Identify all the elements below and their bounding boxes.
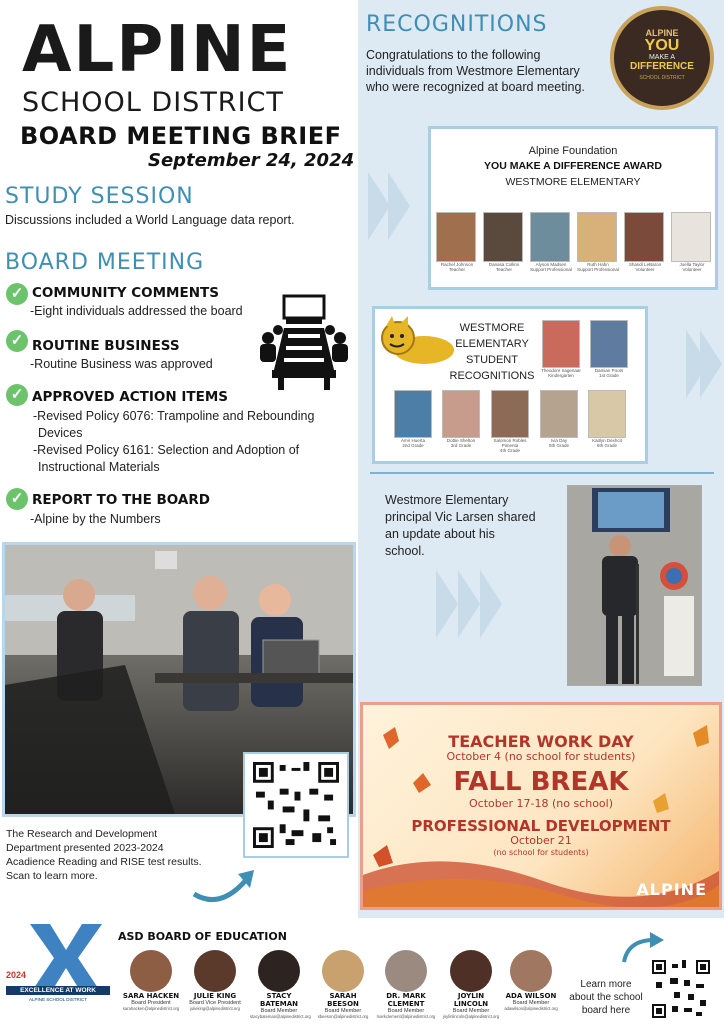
board-meeting-heading: BOARD MEETING <box>5 250 205 275</box>
research-caption: The Research and Development Department presented 2023-2024 Acadience Reading and RISE test results. Scan to learn more. <box>6 828 202 882</box>
check-icon: ✓ <box>6 283 28 305</box>
board-member: SARAH BEESON Board Member sbeeson@alpinedistrict.org <box>314 950 372 1019</box>
person-card: Alyson Madsen Support Professional <box>530 212 572 272</box>
community-comments-title: COMMUNITY COMMENTS <box>32 285 219 301</box>
approved-action-line: Instructional Materials <box>38 460 160 474</box>
approved-action-title: APPROVED ACTION ITEMS <box>32 389 228 405</box>
teacher-work-day-title: TEACHER WORK DAY <box>448 732 634 751</box>
professional-development-title: PROFESSIONAL DEVELOPMENT <box>411 817 671 835</box>
divider <box>370 472 714 474</box>
learn-more-text: Learn more about the school board here <box>569 979 643 1016</box>
chevron-decoration <box>480 570 502 638</box>
report-text: -Alpine by the Numbers <box>30 512 161 526</box>
alpine-logo-small: ALPINE <box>636 880 707 899</box>
check-icon: ✓ <box>6 488 28 510</box>
wildcat-mascot-icon <box>378 316 458 370</box>
student-recognition-title: WESTMORE ELEMENTARY STUDENT RECOGNITIONS <box>449 322 535 382</box>
person-card: Ruth Hahn Support Professional <box>577 212 619 272</box>
study-session-text: Discussions included a World Language data report. <box>5 213 295 227</box>
report-title: REPORT TO THE BOARD <box>32 492 210 508</box>
principal-photo <box>567 485 702 686</box>
fall-break-title: FALL BREAK <box>453 767 629 797</box>
logo-sub: SCHOOL DISTRICT <box>22 87 284 118</box>
student-card: Dottie Shelton 3rd Grade <box>438 390 484 448</box>
professional-development-date: October 21 <box>510 834 572 847</box>
fall-break-card <box>360 702 722 910</box>
board-member: ADA WILSON Board Member adawilson@alpinedistrict.org <box>502 950 560 1011</box>
fall-break-date: October 17-18 (no school) <box>468 797 614 810</box>
recognitions-intro: Congratulations to the following individuals from Westmore Elementary who were recognized at board meeting. <box>366 48 585 94</box>
board-meeting-icon <box>256 294 352 394</box>
check-icon: ✓ <box>6 384 28 406</box>
chevron-decoration <box>388 172 410 240</box>
approved-action-line: -Revised Policy 6161: Selection and Adoption of <box>33 443 300 457</box>
board-member: SARA HACKEN Board President sarahacken@alpinedistrict.org <box>122 950 180 1011</box>
student-card: Kaitlyn Dexhcit 6th Grade <box>584 390 630 448</box>
student-card: Salomon Robles Pimenta 4th Grade <box>486 390 534 453</box>
excellence-badge: 2024 EXCELLENCE AT WORK ALPINE SCHOOL DISTRICT <box>6 924 110 1016</box>
student-card: Theodore Iragenaar Kindergarten <box>538 320 584 378</box>
award-people-row <box>436 212 716 282</box>
student-card: Ivia Day 5th Grade <box>536 390 582 448</box>
board-member: JULIE KING Board Vice President julieking@alpinedistrict.org <box>186 950 244 1011</box>
routine-business-title: ROUTINE BUSINESS <box>32 338 180 354</box>
person-card: Shandi LeBaron Volunteer <box>624 212 666 272</box>
approved-action-line: -Revised Policy 6076: Trampoline and Rebounding <box>33 409 315 423</box>
board-member: JOYLIN LINCOLN Board Member joylinlincoln@alpinedistrict.org <box>440 950 502 1019</box>
recognitions-heading: RECOGNITIONS <box>366 12 548 37</box>
professional-development-note: (no school for students) <box>493 848 589 857</box>
page-title: BOARD MEETING BRIEF <box>20 122 342 150</box>
person-card: Joella Taylor Volunteer <box>671 212 713 272</box>
person-card: Rachel Johnson Teacher <box>436 212 478 272</box>
check-icon: ✓ <box>6 330 28 352</box>
study-session-heading: STUDY SESSION <box>5 184 194 209</box>
person-card: Danasa Collins Teacher <box>483 212 525 272</box>
curved-arrow-icon <box>190 866 260 906</box>
principal-caption: Westmore Elementary principal Vic Larsen shared an update about his school. <box>385 493 536 558</box>
approved-action-line: Devices <box>38 426 83 440</box>
routine-business-text: -Routine Business was approved <box>30 357 213 371</box>
chevron-decoration <box>436 570 458 638</box>
award-card: Alpine Foundation YOU MAKE A DIFFERENCE AWARD WESTMORE ELEMENTARY <box>428 126 718 290</box>
school-board-qr-code[interactable] <box>652 960 710 1018</box>
board-member: STACY BATEMAN Board Member stacybateman@alpinedistrict.org <box>250 950 308 1019</box>
chevron-decoration <box>700 330 722 398</box>
chevron-decoration <box>458 570 480 638</box>
student-card: Amir Huerta 2nd Grade <box>390 390 436 448</box>
board-member: DR. MARK CLEMENT Board Member markclement@alpinedistrict.org <box>374 950 438 1019</box>
chevron-decoration <box>368 172 390 240</box>
board-of-education-title: ASD BOARD OF EDUCATION <box>118 930 287 943</box>
student-card: Damian Poots 1st Grade <box>586 320 632 378</box>
community-comments-text: -Eight individuals addressed the board <box>30 304 243 318</box>
research-qr-code[interactable] <box>243 752 349 858</box>
difference-award-badge: ALPINE YOU MAKE A DIFFERENCE SCHOOL DISTRICT <box>610 6 714 110</box>
logo-main: ALPINE <box>22 13 293 87</box>
page-date: September 24, 2024 <box>148 150 355 171</box>
teacher-work-day-date: October 4 (no school for students) <box>446 750 636 763</box>
